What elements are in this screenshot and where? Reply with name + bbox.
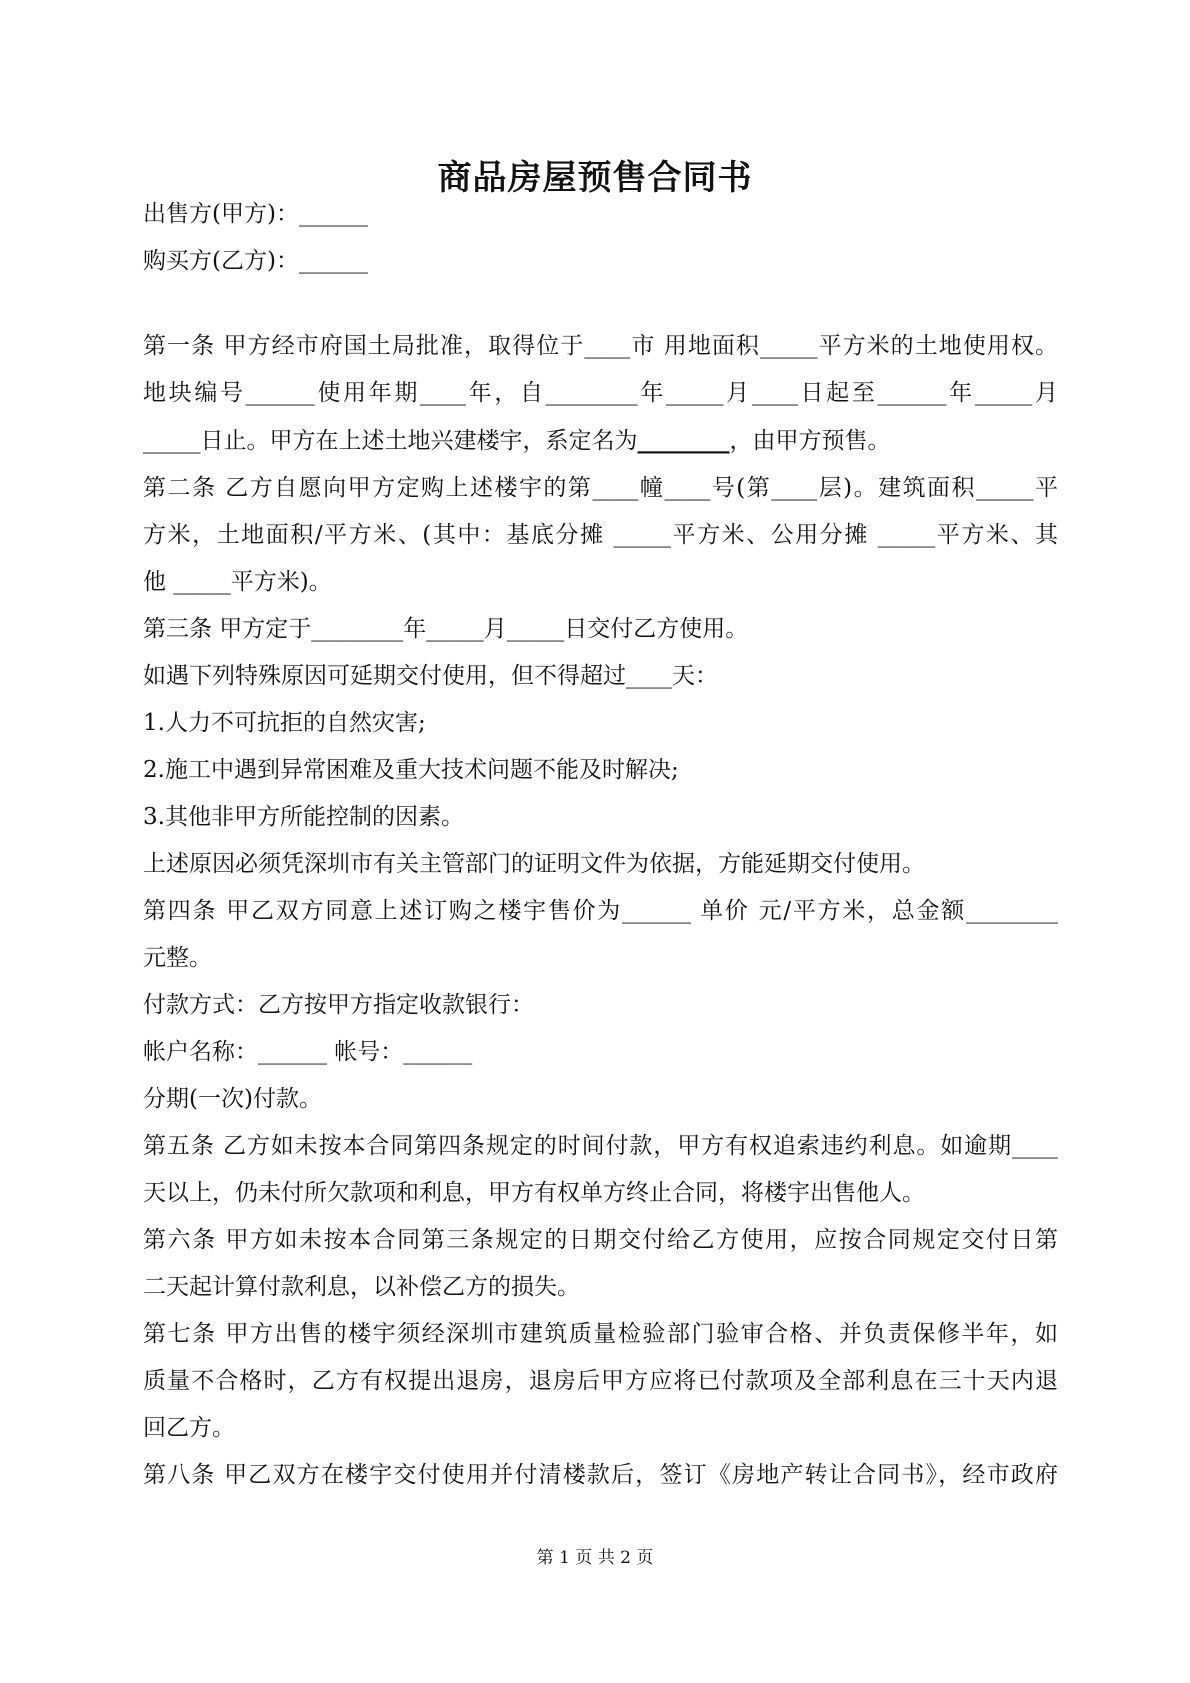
- text-line: 质量不合格时，乙方有权提出退房，退房后甲方应将已付款项及全部利息在三十天内退: [143, 1368, 1058, 1394]
- text-line: 第四条 甲乙双方同意上述订购之楼宇售价为______ 单价 元/平方米，总金额________: [143, 898, 1058, 924]
- text-line: 第二条 乙方自愿向甲方定购上述楼宇的第____幢____号(第____层)。建筑面积_____平: [143, 475, 1058, 501]
- text-segment: _____日止。甲方在上述土地兴建楼宇，系定名为: [143, 428, 638, 454]
- text-line: 第六条 甲方如未按本合同第三条规定的日期交付给乙方使用，应按合同规定交付日第: [143, 1227, 1058, 1253]
- text-line: 上述原因必须凭深圳市有关主管部门的证明文件为依据，方能延期交付使用。: [143, 851, 925, 877]
- text-line: 第三条 甲方定于________年_____月_____日交付乙方使用。: [143, 616, 749, 642]
- page-title: 商品房屋预售合同书: [437, 158, 753, 198]
- text-line: 第五条 乙方如未按本合同第四条规定的时间付款，甲方有权追索违约利息。如逾期____: [143, 1133, 1058, 1159]
- text-line: [143, 417, 1058, 465]
- text-segment: ，由甲方预售。: [729, 428, 891, 454]
- text-line: 分期(一次)付款。: [143, 1086, 322, 1112]
- text-line: 2.施工中遇到异常困难及重大技术问题不能及时解决;: [143, 757, 679, 783]
- text-line: 3.其他非甲方所能控制的因素。: [143, 804, 464, 830]
- text-line: 他 _____平方米)。: [143, 569, 332, 595]
- contract-body: [143, 323, 1058, 1499]
- text-line: 如遇下列特殊原因可延期交付使用，但不得超过____天：: [143, 663, 718, 689]
- text-line: 天以上，仍未付所欠款项和利息，甲方有权单方终止合同，将楼宇出售他人。: [143, 1180, 925, 1206]
- text-line: 二天起计算付款利息，以补偿乙方的损失。: [143, 1274, 580, 1300]
- text-line: 第八条 甲乙双方在楼宇交付使用并付清楼款后，签订《房地产转让合同书》，经市政府: [143, 1462, 1058, 1488]
- text-line: 付款方式：乙方按甲方指定收款银行：: [143, 992, 534, 1018]
- text-line: 回乙方。: [143, 1415, 235, 1441]
- text-line: 第七条 甲方出售的楼宇须经深圳市建筑质量检验部门验审合格、并负责保修半年，如: [143, 1321, 1058, 1347]
- text-line: 1.人力不可抗拒的自然灾害;: [143, 710, 426, 736]
- text-line: 方米，土地面积/平方米、(其中：基底分摊 _____平方米、公用分摊 _____平方米、其: [143, 522, 1058, 548]
- page-footer: 第 1 页 共 2 页: [536, 1548, 654, 1568]
- buyer-line: 购买方(乙方)：______: [143, 248, 368, 274]
- text-line: 元整。: [143, 945, 212, 971]
- bold-blank: ________: [637, 427, 730, 454]
- text-line: 地块编号______使用年期____年，自________年_____月____日起至______年_____月: [143, 380, 1058, 406]
- text-line: 帐户名称：______ 帐号：______: [143, 1039, 473, 1065]
- seller-line: 出售方(甲方)：______: [143, 201, 368, 227]
- text-line: 第一条 甲方经市府国土局批准，取得位于____市 用地面积_____平方米的土地使用权。: [143, 333, 1058, 359]
